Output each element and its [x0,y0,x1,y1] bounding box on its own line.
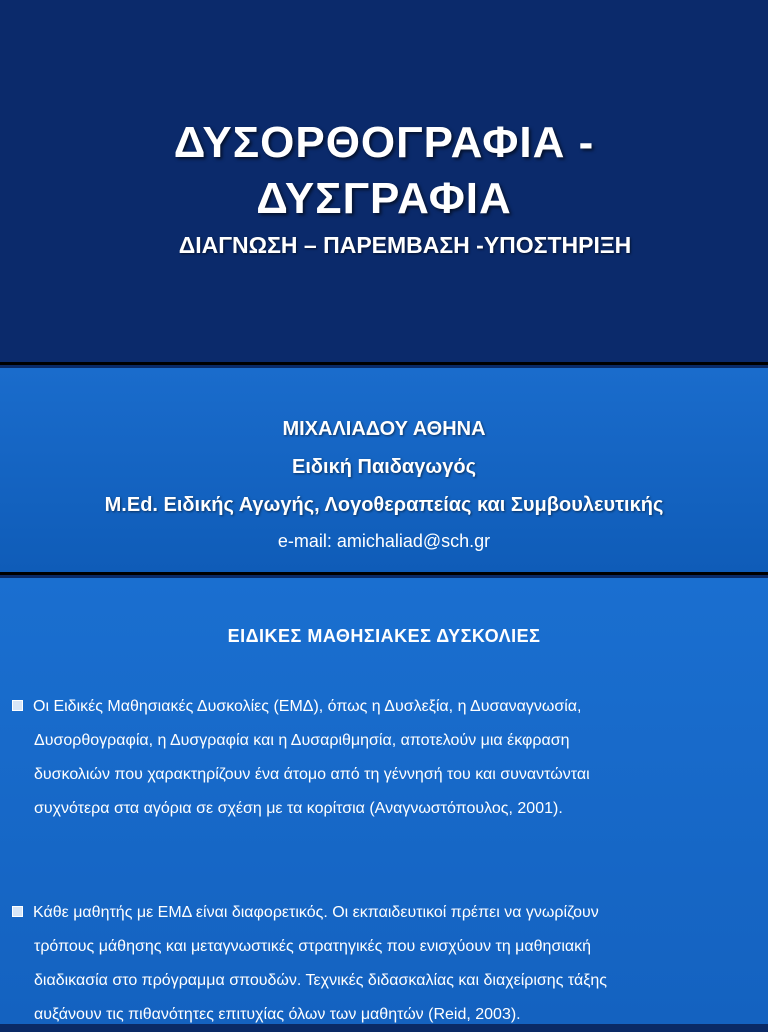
checkbox-bullet-icon [12,700,23,711]
bullet-text: συχνότερα στα αγόρια σε σχέση με τα κορίτσια (Αναγνωστόπουλος, 2001). [34,800,563,817]
bullet-text: τρόπους μάθησης και μεταγνωστικές στρατηγικές που ενισχύουν τη μαθησιακή [34,938,592,955]
bullet-text: διαδικασία στο πρόγραμμα σπουδών. Τεχνικές διδασκαλίας και διαχείρισης τάξης [34,972,607,989]
slide-subtitle: ΔΙΑΓΝΩΣΗ – ΠΑΡΕΜΒΑΣΗ -ΥΠΟΣΤΗΡΙΞΗ [178,232,632,258]
checkbox-bullet-icon [12,906,23,917]
author-name: ΜΙΧΑΛΙΑΔΟΥ ΑΘΗΝΑ [282,418,486,440]
content-slide-title: ΕΙΔΙΚΕΣ ΜΑΘΗΣΙΑΚΕΣ ΔΥΣΚΟΛΙΕΣ [227,626,541,646]
bullet-text: δυσκολιών που χαρακτηρίζουν ένα άτομο από τη γέννησή του και συναντώνται [34,766,590,783]
bullet-item-2 [12,896,752,1032]
author-slide [0,368,768,575]
author-degree: M.Ed. Ειδικής Αγωγής, Λογοθεραπείας και Συμβουλευτικής [104,494,664,516]
slide-title-line2: ΔΥΣΓΡΑΦΙΑ [256,174,512,223]
bullet-text: Δυσορθογραφία, η Δυσγραφία και η Δυσαριθμησία, αποτελούν μια έκφραση [34,732,570,749]
bullet-text: Οι Ειδικές Μαθησιακές Δυσκολίες (ΕΜΔ), όπως η Δυσλεξία, η Δυσαναγνωσία, [33,698,582,715]
content-slide [0,578,768,1024]
author-role: Ειδική Παιδαγωγός [292,456,476,478]
bullet-text: αυξάνουν τις πιθανότητες επιτυχίας όλων των μαθητών (Reid, 2003). [34,1006,521,1023]
author-email[interactable]: e-mail: amichaliad@sch.gr [277,531,491,551]
slide-title-line1: ΔΥΣΟΡΘΟΓΡΑΦΙΑ - [173,118,595,167]
bullet-item-1 [12,690,752,826]
bullet-text: Κάθε μαθητής με ΕΜΔ είναι διαφορετικός. Οι εκπαιδευτικοί πρέπει να γνωρίζουν [33,904,599,921]
title-slide [0,0,768,365]
